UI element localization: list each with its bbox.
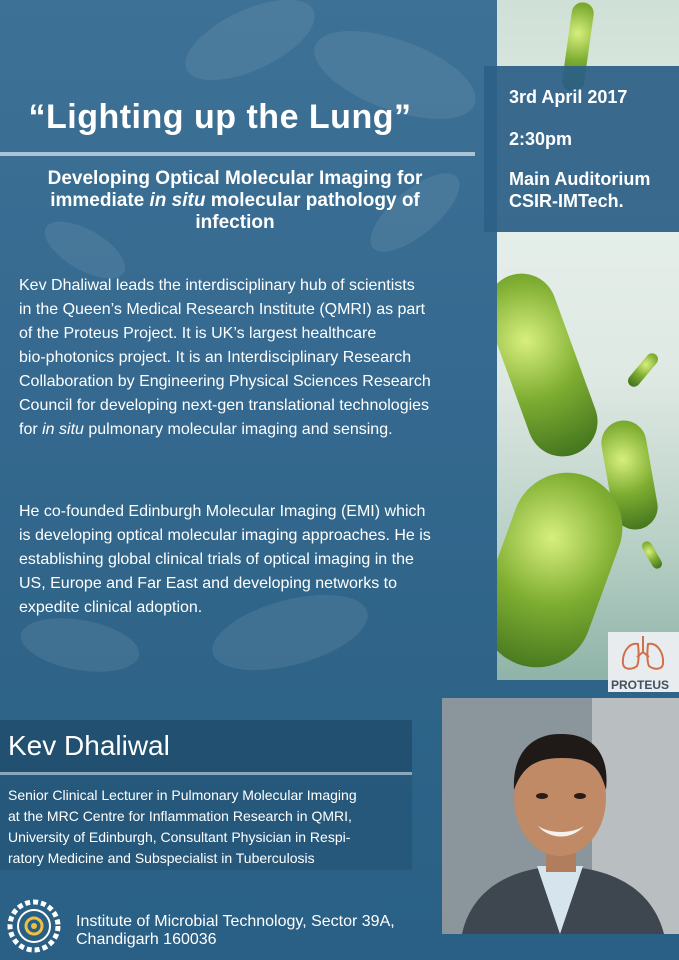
csir-emblem-icon (6, 898, 62, 954)
proteus-logo-text: PROTEUS (611, 678, 670, 692)
title-divider (0, 152, 475, 156)
institute-address: Institute of Microbial Technology, Sector 39A, Chandigarh 160036 (76, 913, 395, 948)
bio-paragraph-2: He co-founded Edinburgh Molecular Imaging (EMI) which is developing optical molecular imaging approaches. He is establishing global clinical trials of optical imaging in the US, Europe and Far East and developing networks to expedite clinical adoption. (19, 503, 431, 616)
event-venue-line1: Main Auditorium (509, 169, 651, 189)
subtitle-line-3: infection (195, 212, 275, 233)
bacteria-background-blob (17, 610, 144, 680)
speaker-name: Kev Dhaliwal (8, 730, 170, 761)
event-venue-line2: CSIR-IMTech. (509, 191, 624, 211)
subtitle-line-2: immediate in situ molecular pathology of (50, 190, 420, 211)
event-time: 2:30pm (509, 129, 573, 149)
event-date: 3rd April 2017 (509, 87, 628, 107)
talk-subtitle (20, 168, 450, 234)
speaker-photo (442, 698, 679, 934)
talk-title: “Lighting up the Lung” (28, 98, 412, 136)
bacteria-background-blob (174, 0, 326, 97)
subtitle-line-1: Developing Optical Molecular Imaging for (47, 168, 423, 189)
speaker-bio: Senior Clinical Lecturer in Pulmonary Molecular Imaging at the MRC Centre for Inflammation Research in QMRI, University of Edinburgh, Consultant Physician in Respi- ratory Medicine and Subspecialist in Tuberculosis (8, 787, 357, 866)
bio-paragraph-1: Kev Dhaliwal leads the interdisciplinary hub of scientists in the Queen’s Medical Research Institute (QMRI) as part of the Proteus Project. It is UK’s largest healthcare bio-photonics project. It is an Interdisciplinary Research Collaboration by Engineering Physical Sciences Research Council for developing next-gen translational technologies for in situ pulmonary molecular imaging and sensing. (19, 277, 431, 438)
lungs-icon (608, 632, 679, 676)
